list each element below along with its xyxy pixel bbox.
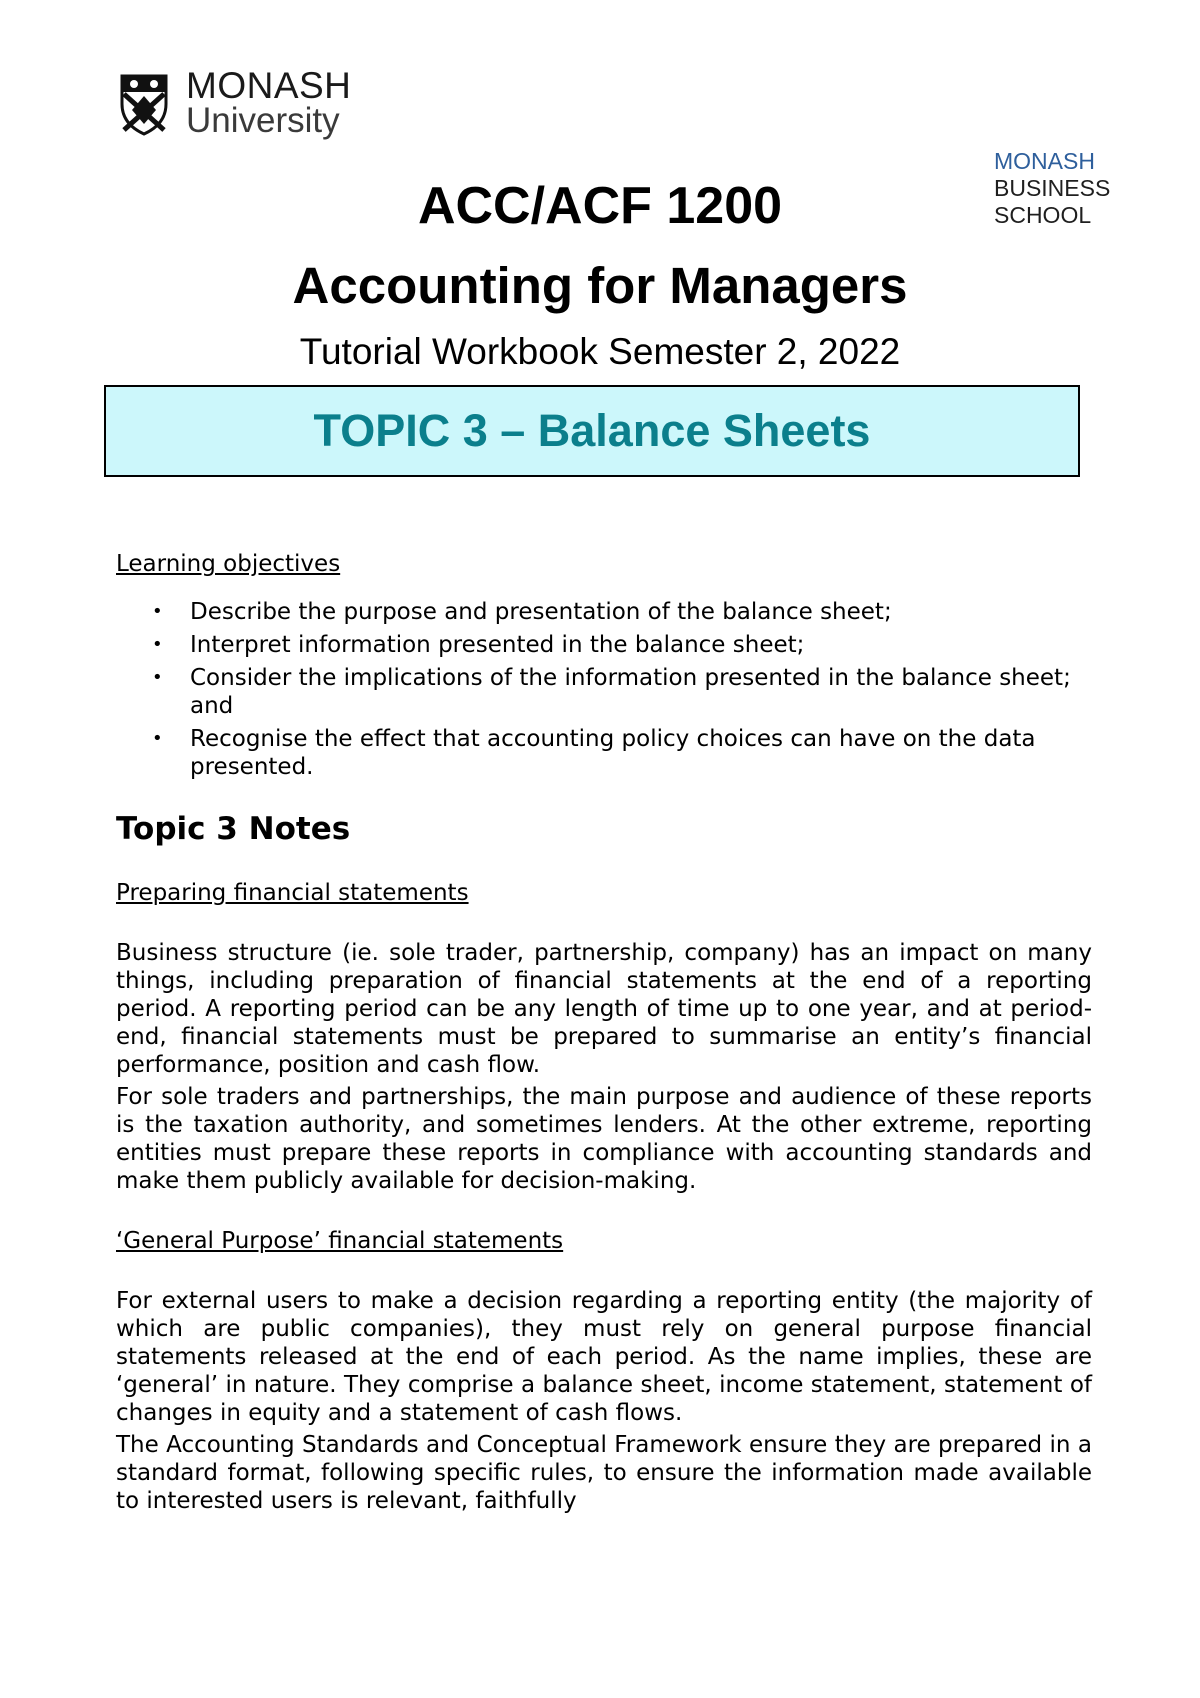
list-item [116, 598, 1092, 626]
paragraph: For external users to make a decision regarding a reporting entity (the majority of which are public companies), they must rely on general purpose financial statements released at the end of each period. As the name implies, these are ‘general’ in nature. They comprise a balance sheet, income statement, statement of changes in equity and a statement of cash flows. [116, 1288, 1092, 1426]
monash-university-logo [116, 66, 376, 146]
logo-wordmark-monash: MONASH [186, 65, 352, 106]
section-heading: Preparing financial statements [116, 880, 469, 906]
course-title: Accounting for Managers [292, 257, 908, 314]
bullet: • [152, 634, 163, 655]
bullet: • [152, 667, 163, 688]
course-code: ACC/ACF 1200 [417, 177, 783, 235]
paragraph: Business structure (ie. sole trader, partnership, company) has an impact on many things, including preparation of financial statements at the end of a reporting period. A reporting period can be any length of time up to one year, and at period-end, financial statements must be prepared to summarise an entity’s financial performance, position and cash flow. [116, 940, 1092, 1078]
list-item-text: Describe the purpose and presentation of the balance sheet; [190, 599, 892, 625]
document-body [116, 550, 1092, 1515]
list-item-text: Consider the implications of the information presented in the balance sheet; and [190, 665, 1071, 719]
business-school-line-3: SCHOOL [994, 202, 1092, 228]
topic-banner [104, 385, 1080, 477]
topic-notes-heading: Topic 3 Notes [116, 811, 351, 847]
list-item [116, 664, 1092, 720]
list-item-text: Recognise the effect that accounting policy choices can have on the data presented. [190, 726, 1036, 780]
monash-crest-icon [116, 70, 172, 138]
course-subtitle: Tutorial Workbook Semester 2, 2022 [299, 331, 901, 372]
paragraph: For sole traders and partnerships, the main purpose and audience of these reports is the taxation authority, and sometimes lenders. At the other extreme, reporting entities must prepare these reports in compliance with accounting standards and make them publicly available for decision-making. [116, 1084, 1092, 1194]
list-item [116, 725, 1092, 781]
business-school-line-2: BUSINESS [994, 175, 1111, 201]
paragraph: The Accounting Standards and Conceptual Framework ensure they are prepared in a standard format, following specific rules, to ensure the information made available to interested users is relevant, faithfully [116, 1432, 1092, 1514]
logo-wordmark-university: University [186, 101, 340, 140]
bullet: • [152, 601, 163, 622]
learning-objectives-heading: Learning objectives [116, 551, 341, 577]
topic-banner-label: TOPIC 3 – Balance Sheets [313, 405, 871, 456]
section-preparing [116, 879, 1092, 1195]
list-item-text: Interpret information presented in the balance sheet; [190, 632, 805, 658]
bullet: • [152, 728, 163, 749]
section-general-purpose [116, 1227, 1092, 1515]
section-heading: ‘General Purpose’ financial statements [116, 1228, 564, 1254]
business-school-line-1: MONASH [994, 148, 1095, 174]
learning-objectives-list [116, 598, 1092, 781]
list-item [116, 631, 1092, 659]
